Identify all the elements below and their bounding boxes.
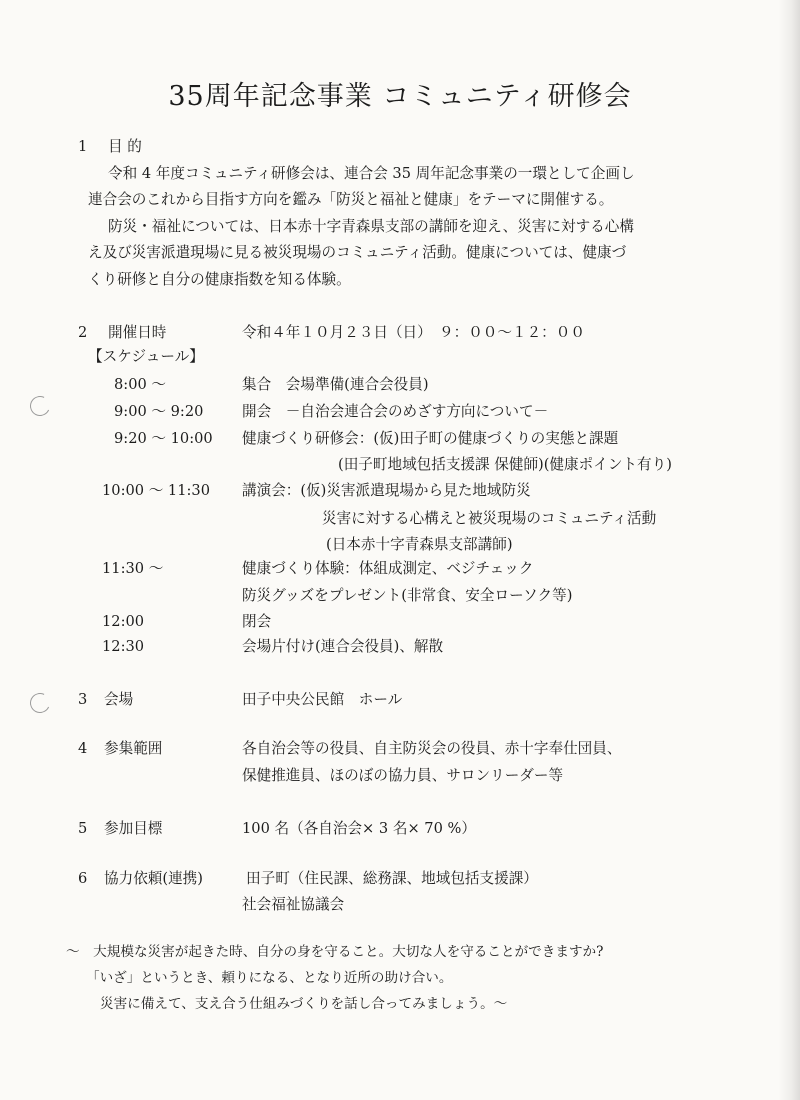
schedule-item: 開会 －自治会連合会のめざす方向について－ <box>242 403 549 420</box>
closing-message-line: 災害に備えて、支え合う仕組みづくりを話し合ってみましょう。～ <box>100 996 508 1012</box>
section-3-heading: 会場 <box>104 691 134 708</box>
venue-value: 田子中央公民館 ホール <box>242 691 403 708</box>
cooperation-line: 田子町（住民課、総務課、地域包括支援課） <box>246 870 538 887</box>
section-4-heading: 参集範囲 <box>104 740 163 757</box>
closing-message-line: ～ 大規模な災害が起きた時、自分の身を守ること。大切な人を守ることができますか? <box>66 944 604 960</box>
schedule-item: 健康づくり研修会：(仮)田子町の健康づくりの実態と課題 <box>242 430 619 447</box>
section-1-number: 1 <box>78 138 88 155</box>
schedule-time: 9:20 ～ 10:00 <box>114 430 213 447</box>
target-value: 100 名（各自治会× 3 名× 70 %） <box>242 820 476 837</box>
section-1-heading: 目 的 <box>108 138 142 155</box>
section-5-heading: 参加目標 <box>104 820 163 837</box>
purpose-line: くり研修と自分の健康指数を知る体験。 <box>88 271 351 288</box>
section-2-number: 2 <box>78 324 88 341</box>
schedule-item-detail: 防災グッズをプレゼント(非常食、安全ローソク等) <box>242 587 573 604</box>
schedule-item: 閉会 <box>242 613 272 630</box>
purpose-line: え及び災害派遣現場に見る被災現場のコミュニティ活動。健康については、健康づ <box>88 244 627 261</box>
schedule-time: 9:00 ～ 9:20 <box>114 403 204 420</box>
schedule-item-detail: 災害に対する心構えと被災現場のコミュニティ活動 <box>322 510 657 527</box>
section-4-number: 4 <box>78 740 88 757</box>
cooperation-line: 社会福祉協議会 <box>242 896 345 913</box>
schedule-item: 会場片付け(連合会役員)、解散 <box>242 638 444 655</box>
closing-message-line: 「いざ」というとき、頼りになる、となり近所の助け合い。 <box>86 970 453 986</box>
purpose-line: 防災・福祉については、日本赤十字青森県支部の講師を迎え、災害に対する心構 <box>108 218 634 235</box>
punch-hole-mark <box>27 393 53 419</box>
schedule-label: 【スケジュール】 <box>88 348 204 365</box>
purpose-line: 令和 4 年度コミュニティ研修会は、連合会 35 周年記念事業の一環として企画し <box>108 165 635 182</box>
document-title: 35周年記念事業 コミュニティ研修会 <box>168 81 632 112</box>
participants-line: 各自治会等の役員、自主防災会の役員、赤十字奉仕団員、 <box>242 740 622 757</box>
page-edge-shadow <box>778 0 800 1100</box>
punch-hole-mark <box>27 690 53 716</box>
event-datetime: 令和４年１０月２３日（日） ９：００～１２：００ <box>242 324 585 341</box>
schedule-item: 健康づくり体験：体組成測定、ベジチェック <box>242 560 534 577</box>
schedule-item-detail: (日本赤十字青森県支部講師) <box>326 536 513 553</box>
schedule-time: 8:00 ～ <box>114 376 167 393</box>
schedule-time: 11:30 ～ <box>102 560 164 577</box>
schedule-item: 講演会：(仮)災害派遣現場から見た地域防災 <box>242 482 531 499</box>
participants-line: 保健推進員、ほのぼの協力員、サロンリーダー等 <box>242 767 564 784</box>
section-5-number: 5 <box>78 820 88 837</box>
section-2-heading: 開催日時 <box>108 324 167 341</box>
schedule-time: 12:00 <box>102 613 145 630</box>
schedule-item-detail: (田子町地域包括支援課 保健師)(健康ポイント有り) <box>338 456 672 473</box>
schedule-item: 集合 会場準備(連合会役員) <box>242 376 429 393</box>
section-6-number: 6 <box>78 870 88 887</box>
schedule-time: 10:00 ～ 11:30 <box>102 482 210 499</box>
section-3-number: 3 <box>78 691 88 708</box>
section-6-heading: 協力依頼(連携) <box>104 870 203 887</box>
purpose-line: 連合会のこれから目指す方向を鑑み「防災と福祉と健康」をテーマに開催する。 <box>88 191 614 208</box>
schedule-time: 12:30 <box>102 638 145 655</box>
